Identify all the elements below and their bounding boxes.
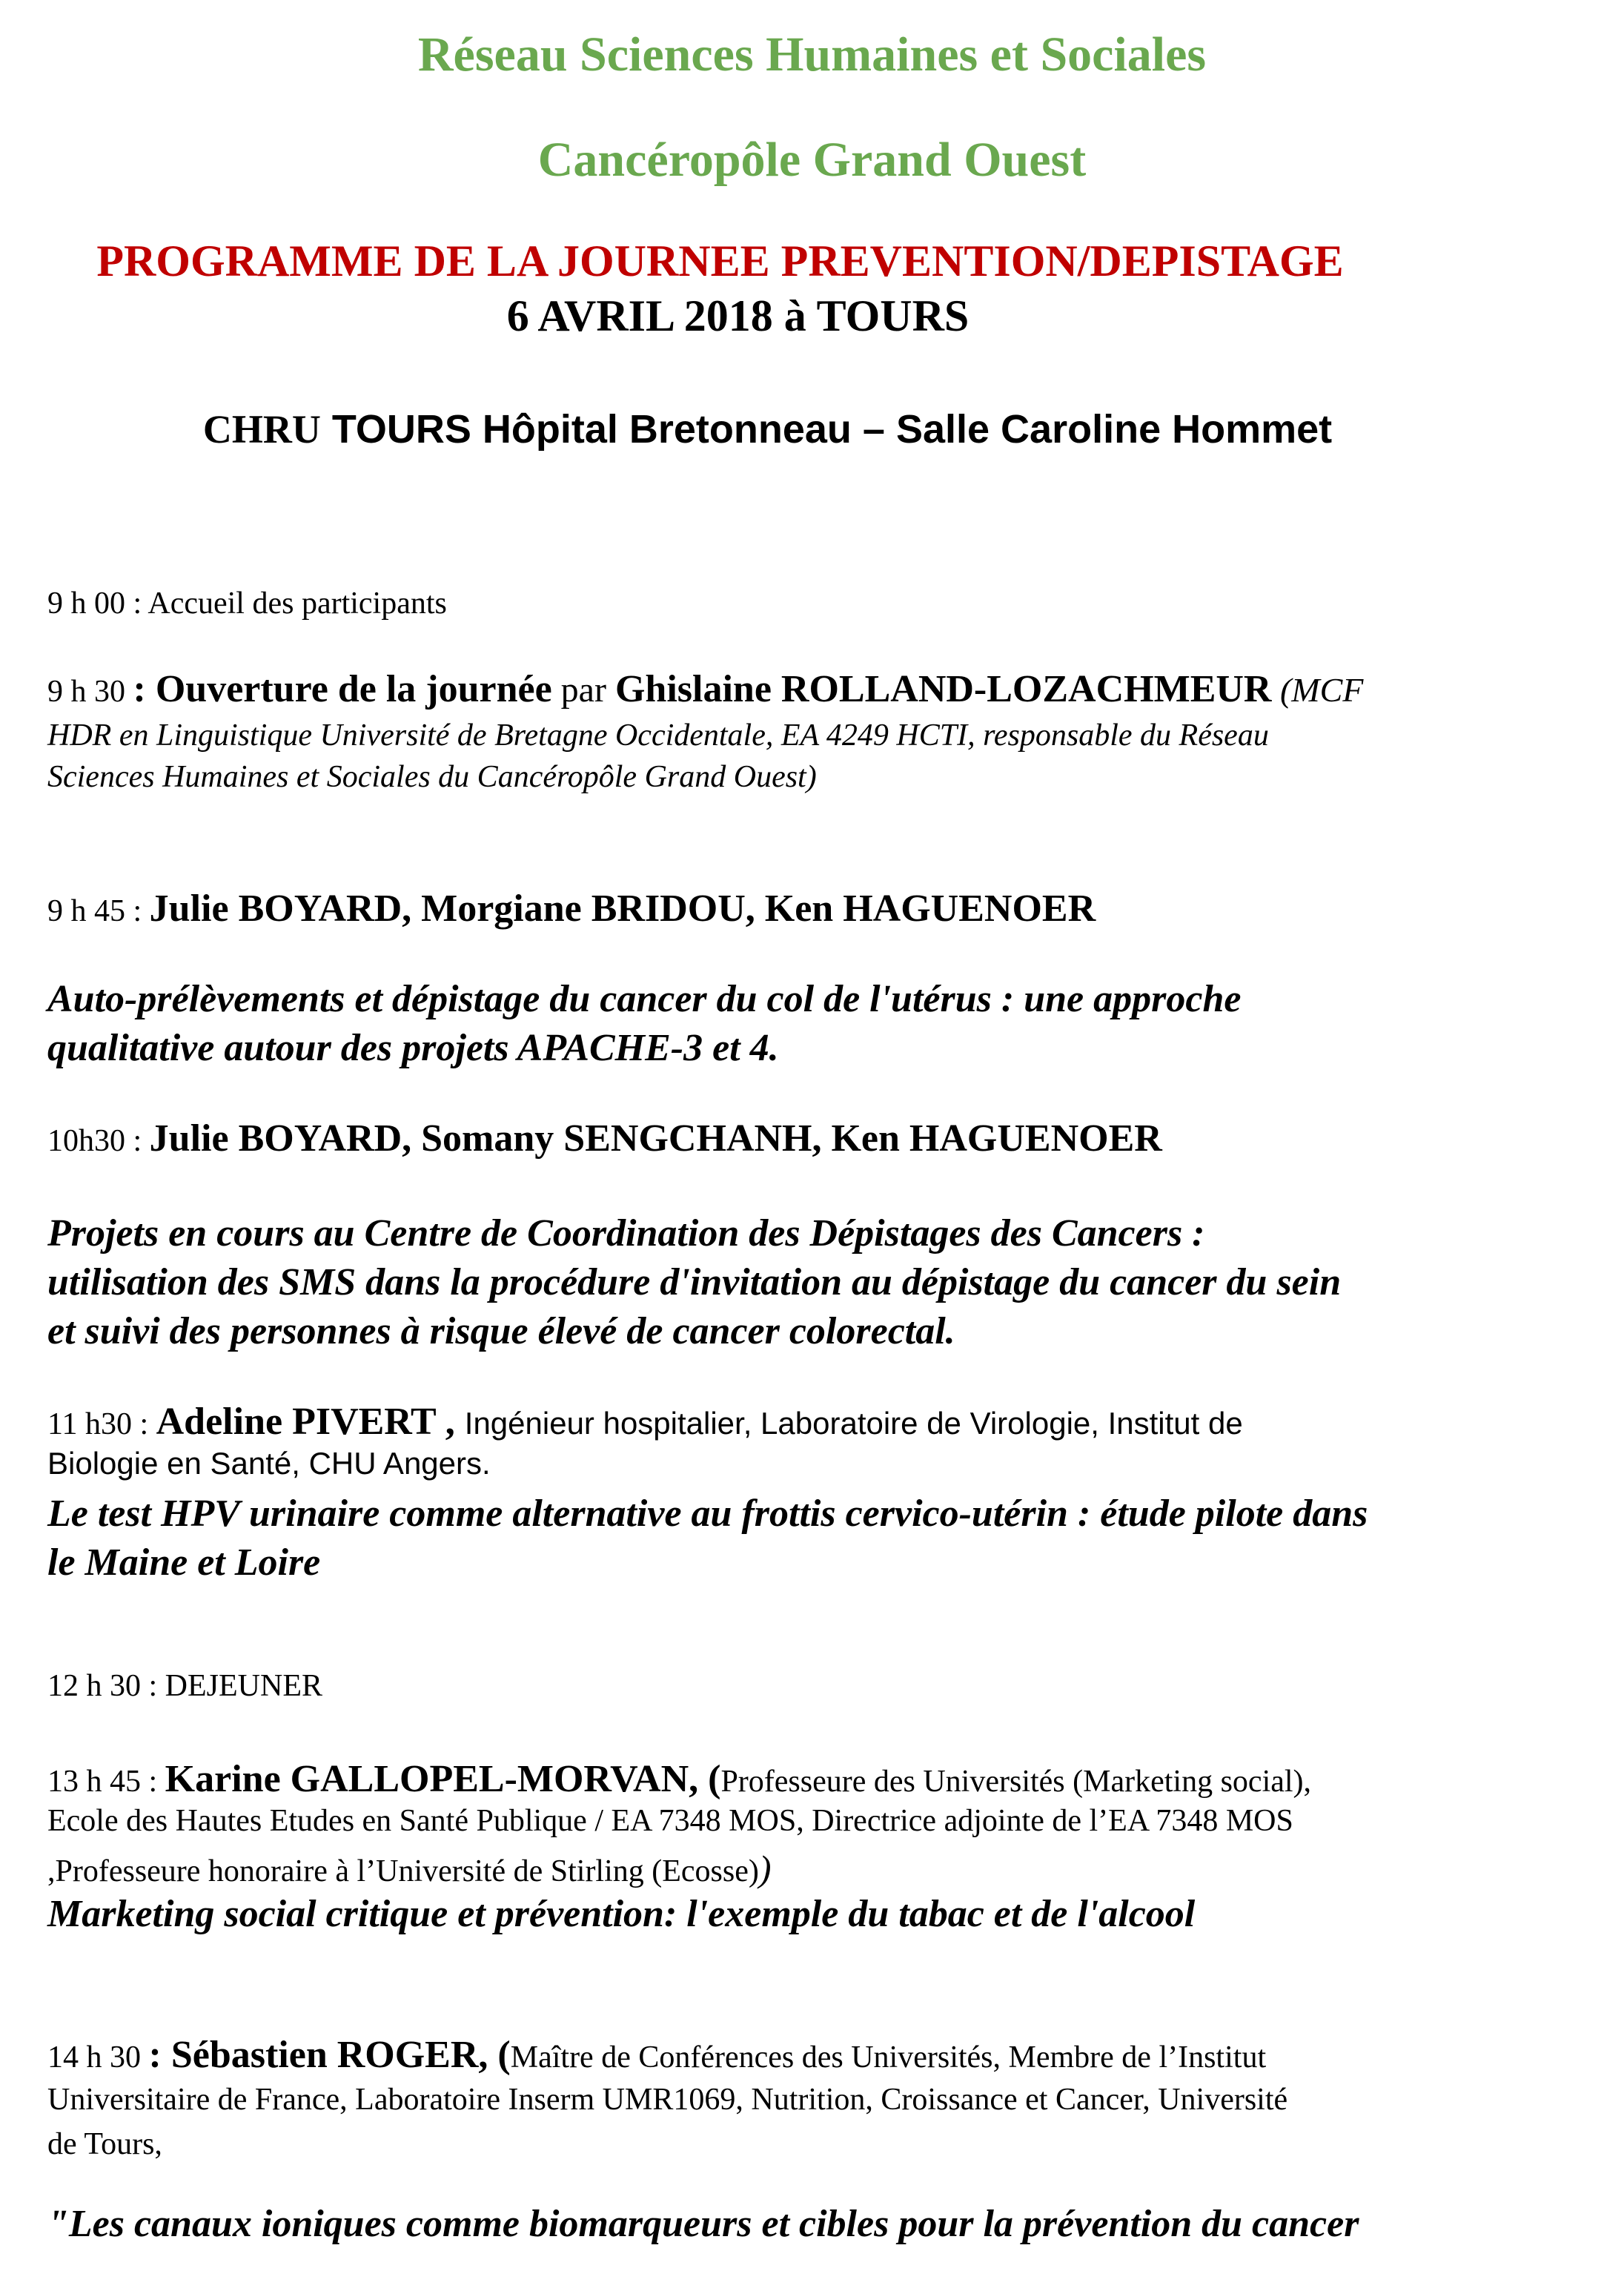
time-colon: :	[133, 668, 156, 710]
schedule-welcome	[47, 586, 447, 621]
program-title: PROGRAMME DE LA JOURNEE PREVENTION/DEPISTAGE	[96, 237, 1344, 285]
opening-affiliation-3: Sciences Humaines et Sociales du Cancéropôle Grand Ouest)	[47, 760, 817, 794]
opening-by: par	[551, 670, 615, 710]
venue-line	[0, 406, 1580, 452]
opening-speaker: Ghislaine ROLLAND-LOZACHMEUR	[614, 668, 1272, 710]
welcome-text: Accueil des participants	[148, 586, 447, 621]
talk5-affiliation-1: Maître de Conférences des Universités, Membre de l’Institut	[510, 2040, 1267, 2075]
talk5-speaker: : Sébastien ROGER, (	[148, 2034, 511, 2076]
time-label: 13 h 45 :	[47, 1765, 165, 1799]
talk1-topic-2: qualitative autour des projets APACHE-3 et 4.	[47, 1027, 779, 1069]
time-label: 14 h 30	[47, 2040, 149, 2075]
time-label: 9 h 30	[47, 675, 133, 709]
talk4-speaker: Karine GALLOPEL-MORVAN, (	[165, 1758, 721, 1800]
time-label: 9 h 00 :	[47, 586, 148, 621]
time-label: 9 h 45 :	[47, 894, 150, 928]
schedule-opening	[47, 667, 1363, 712]
venue-chru: CHRU	[202, 407, 321, 452]
talk3-speaker: Adeline PIVERT ,	[156, 1401, 465, 1443]
talk1-topic-1: Auto-prélèvements et dépistage du cancer du col de l'utérus : une approche	[47, 978, 1242, 1020]
date-place: 6 AVRIL 2018 à TOURS	[506, 291, 970, 340]
talk2-topic-3: et suivi des personnes à risque élevé de cancer colorectal.	[47, 1310, 955, 1352]
talk3-affiliation-1: Ingénieur hospitalier, Laboratoire de Virologie, Institut de	[464, 1406, 1243, 1441]
lunch-text: DEJEUNER	[165, 1669, 322, 1703]
talk2-topic-2: utilisation des SMS dans la procédure d'invitation au dépistage du cancer du sein	[47, 1261, 1342, 1303]
time-label: 10h30 :	[47, 1124, 150, 1158]
talk4-affiliation-close: )	[758, 1848, 772, 1889]
opening-affiliation-2: HDR en Linguistique Université de Bretagne Occidentale, EA 4249 HCTI, responsable du Réseau	[47, 718, 1269, 753]
time-label: 11 h30 :	[47, 1407, 156, 1441]
talk2-topic-1: Projets en cours au Centre de Coordination des Dépistages des Cancers :	[47, 1212, 1205, 1254]
time-label: 12 h 30 :	[47, 1669, 165, 1703]
venue-name: TOURS Hôpital Bretonneau – Salle Caroline Hommet	[320, 407, 1333, 452]
schedule-lunch	[47, 1668, 322, 1704]
talk5-affiliation-2: Universitaire de France, Laboratoire Inserm UMR1069, Nutrition, Croissance et Cancer, Université	[47, 2083, 1288, 2117]
talk4-affiliation-2: Ecole des Hautes Etudes en Santé Publique / EA 7348 MOS, Directrice adjointe de l’EA 7348 MOS	[47, 1804, 1293, 1838]
schedule-talk-3	[47, 1400, 1243, 1444]
talk3-topic-1: Le test HPV urinaire comme alternative au frottis cervico-utérin : étude pilote dans	[47, 1492, 1368, 1535]
schedule-talk-2	[47, 1117, 1162, 1161]
talk2-speakers: Julie BOYARD, Somany SENGCHANH, Ken HAGUENOER	[149, 1117, 1162, 1160]
talk5-affiliation-3: de Tours,	[47, 2127, 162, 2161]
talk4-affiliation-3: ,Professeure honoraire à l’Université de Stirling (Ecosse)	[47, 1854, 759, 1888]
schedule-talk-5	[47, 2033, 1266, 2077]
talk4-topic-1: Marketing social critique et prévention: l'exemple du tabac et de l'alcool	[47, 1893, 1196, 1935]
network-title: Réseau Sciences Humaines et Sociales	[417, 27, 1207, 82]
organization-title: Cancéropôle Grand Ouest	[537, 133, 1087, 187]
opening-affiliation-1: (MCF	[1271, 671, 1364, 709]
schedule-talk-4	[47, 1757, 1311, 1802]
talk3-affiliation-2: Biologie en Santé, CHU Angers.	[47, 1446, 491, 1481]
schedule-talk-1	[47, 887, 1096, 931]
opening-title: Ouverture de la journée	[155, 668, 552, 710]
talk1-speakers: Julie BOYARD, Morgiane BRIDOU, Ken HAGUENOER	[149, 887, 1096, 930]
talk5-topic-1: "Les canaux ioniques comme biomarqueurs et cibles pour la prévention du cancer	[47, 2203, 1359, 2245]
talk4-affiliation-3-row	[47, 1848, 772, 1891]
talk3-topic-2: le Maine et Loire	[47, 1541, 321, 1584]
talk4-affiliation-1: Professeure des Universités (Marketing social),	[720, 1765, 1312, 1799]
